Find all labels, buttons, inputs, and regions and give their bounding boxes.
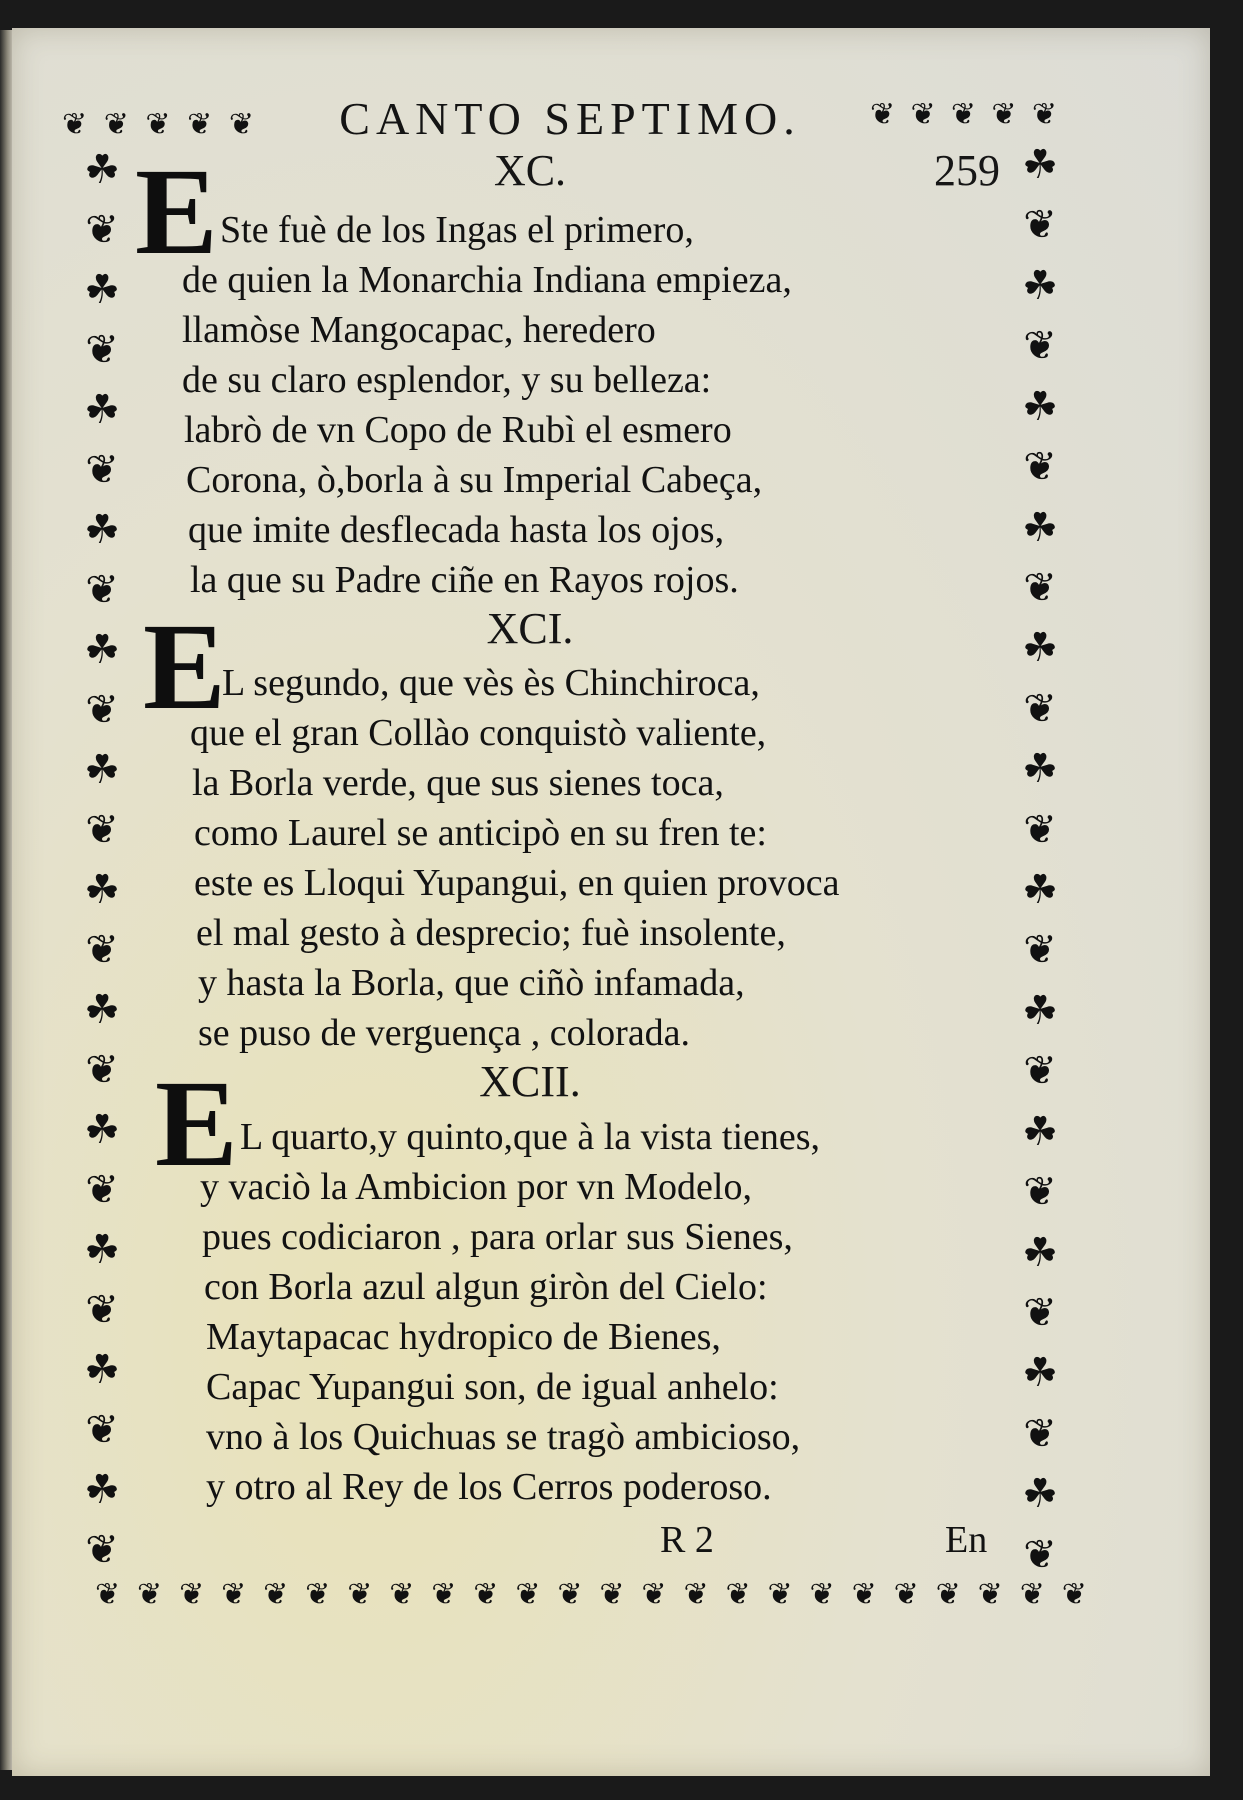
trefoil-icon: ☘	[84, 1347, 120, 1393]
trefoil-icon: ☘	[84, 1227, 120, 1273]
fleuron-icon: ❦	[431, 1577, 455, 1612]
fleuron-icon: ❦	[767, 1577, 791, 1612]
fleuron-icon: ❦	[85, 1047, 119, 1093]
fleuron-icon: ❦	[1023, 323, 1057, 370]
verse-line: Capac Yupangui son, de igual anhelo:	[206, 1366, 779, 1408]
fleuron-icon: ❦	[851, 1577, 875, 1612]
fleuron-icon: ❦	[85, 927, 119, 973]
fleuron-icon: ❦	[347, 1577, 371, 1612]
fleuron-icon: ❦	[977, 1577, 1001, 1612]
signature-mark: R 2	[660, 1519, 714, 1561]
verse-line: Ste fuè de los Ingas el primero,	[220, 209, 694, 251]
fleuron-icon: ❦	[1061, 1577, 1085, 1612]
fleuron-icon: ❦	[305, 1577, 329, 1612]
verse-line: de quien la Monarchia Indiana empieza,	[182, 259, 792, 301]
verse-line: y otro al Rey de los Cerros poderoso.	[206, 1466, 772, 1508]
trefoil-icon: ☘	[1022, 987, 1058, 1034]
ornamental-border-top-right	[870, 90, 1055, 140]
fleuron-icon: ❦	[910, 97, 934, 132]
trefoil-icon: ☘	[84, 627, 120, 673]
verse-line: y vaciò la Ambicion por vn Modelo,	[200, 1166, 752, 1208]
trefoil-icon: ☘	[84, 387, 120, 433]
fleuron-icon: ❦	[85, 327, 119, 373]
trefoil-icon: ☘	[1022, 145, 1058, 188]
trefoil-icon: ☘	[84, 150, 120, 193]
trefoil-icon: ☘	[84, 747, 120, 793]
fleuron-icon: ❦	[809, 1577, 833, 1612]
fleuron-icon: ❦	[145, 107, 169, 142]
verse-line: la Borla verde, que sus sienes toca,	[192, 762, 724, 804]
stanza-numeral: XCII.	[479, 1057, 581, 1106]
fleuron-icon: ❦	[641, 1577, 665, 1612]
verse-line: el mal gesto à desprecio; fuè insolente,	[196, 912, 786, 954]
verse-line: y hasta la Borla, que ciñò infamada,	[198, 962, 745, 1004]
fleuron-icon: ❦	[1023, 685, 1057, 732]
fleuron-icon: ❦	[85, 687, 119, 733]
trefoil-icon: ☘	[1022, 262, 1058, 309]
fleuron-icon: ❦	[389, 1577, 413, 1612]
verse-line: Maytapacac hydropico de Bienes,	[206, 1316, 721, 1358]
verse-line: L quarto,y quinto,que à la vista tienes,	[240, 1116, 821, 1158]
catchword: En	[945, 1519, 988, 1561]
fleuron-icon: ❦	[187, 107, 211, 142]
fleuron-icon: ❦	[95, 1577, 119, 1612]
fleuron-icon: ❦	[870, 97, 894, 132]
fleuron-icon: ❦	[1023, 564, 1057, 611]
fleuron-icon: ❦	[62, 107, 86, 142]
ornamental-border-right	[1010, 145, 1070, 1575]
trefoil-icon: ☘	[84, 987, 120, 1033]
fleuron-icon: ❦	[935, 1577, 959, 1612]
verse-line: como Laurel se anticipò en su fren te:	[194, 812, 767, 854]
stanza-numeral: XCI.	[486, 604, 574, 653]
fleuron-icon: ❦	[1023, 1048, 1057, 1095]
verse-line: llamòse Mangocapac, heredero	[182, 309, 656, 351]
fleuron-icon: ❦	[683, 1577, 707, 1612]
verse-line: Corona, ò,borla à su Imperial Cabeça,	[186, 459, 763, 501]
fleuron-icon: ❦	[515, 1577, 539, 1612]
verse-line: con Borla azul algun giròn del Cielo:	[204, 1266, 768, 1308]
fleuron-icon: ❦	[1023, 927, 1057, 974]
drop-cap-initial: E	[135, 143, 218, 280]
trefoil-icon: ☘	[84, 507, 120, 553]
verse-line: se puso de verguença , colorada.	[198, 1012, 691, 1054]
running-title: CANTO SEPTIMO.	[339, 93, 801, 144]
fleuron-icon: ❦	[1023, 1410, 1057, 1457]
verse-line: que imite desflecada hasta los ojos,	[188, 509, 725, 551]
fleuron-icon: ❦	[179, 1577, 203, 1612]
fleuron-icon: ❦	[991, 97, 1015, 132]
trefoil-icon: ☘	[1022, 625, 1058, 672]
fleuron-icon: ❦	[1023, 444, 1057, 491]
trefoil-icon: ☘	[1022, 746, 1058, 793]
fleuron-icon: ❦	[1023, 1169, 1057, 1216]
trefoil-icon: ☘	[1022, 504, 1058, 551]
fleuron-icon: ❦	[1023, 202, 1057, 249]
fleuron-icon: ❦	[725, 1577, 749, 1612]
fleuron-icon: ❦	[85, 807, 119, 853]
ornamental-border-left	[72, 150, 132, 1570]
verse-line: vno à los Quichuas se tragò ambicioso,	[206, 1416, 801, 1458]
fleuron-icon: ❦	[85, 567, 119, 613]
fleuron-icon: ❦	[1023, 1531, 1057, 1575]
fleuron-icon: ❦	[228, 107, 252, 142]
fleuron-icon: ❦	[263, 1577, 287, 1612]
fleuron-icon: ❦	[1019, 1577, 1043, 1612]
fleuron-icon: ❦	[85, 1287, 119, 1333]
fleuron-icon: ❦	[85, 447, 119, 493]
trefoil-icon: ☘	[1022, 1229, 1058, 1276]
drop-cap-initial: E	[155, 1055, 238, 1192]
fleuron-icon: ❦	[1031, 97, 1055, 132]
trefoil-icon: ☘	[1022, 1108, 1058, 1155]
verse-line: que el gran Collào conquistò valiente,	[190, 712, 767, 754]
trefoil-icon: ☘	[84, 267, 120, 313]
fleuron-icon: ❦	[85, 1167, 119, 1213]
fleuron-icon: ❦	[473, 1577, 497, 1612]
verse-line: la que su Padre ciñe en Rayos rojos.	[190, 559, 739, 601]
trefoil-icon: ☘	[84, 867, 120, 913]
fleuron-icon: ❦	[221, 1577, 245, 1612]
fleuron-icon: ❦	[1023, 806, 1057, 853]
ornamental-border-bottom	[95, 1568, 1085, 1622]
trefoil-icon: ☘	[1022, 867, 1058, 914]
page-number: 259	[934, 146, 1000, 195]
adjacent-page-edge	[0, 30, 12, 1770]
fleuron-icon: ❦	[85, 1407, 119, 1453]
verse-line: L segundo, que vès ès Chinchiroca,	[222, 662, 760, 704]
verse-line: este es Lloqui Yupangui, en quien provoca	[194, 862, 840, 904]
fleuron-icon: ❦	[557, 1577, 581, 1612]
verse-line: de su claro esplendor, y su belleza:	[182, 359, 712, 401]
trefoil-icon: ☘	[84, 1107, 120, 1153]
fleuron-icon: ❦	[893, 1577, 917, 1612]
drop-cap-initial: E	[143, 598, 226, 735]
fleuron-icon: ❦	[137, 1577, 161, 1612]
fleuron-icon: ❦	[103, 107, 127, 142]
verse-line: labrò de vn Copo de Rubì el esmero	[184, 409, 732, 451]
trefoil-icon: ☘	[1022, 1471, 1058, 1518]
stanza-numeral: XC.	[493, 146, 567, 195]
fleuron-icon: ❦	[85, 1527, 119, 1570]
fleuron-icon: ❦	[599, 1577, 623, 1612]
fleuron-icon: ❦	[1023, 1290, 1057, 1337]
fleuron-icon: ❦	[950, 97, 975, 132]
trefoil-icon: ☘	[84, 1467, 120, 1513]
verse-line: pues codiciaron , para orlar sus Sienes,	[202, 1216, 793, 1258]
trefoil-icon: ☘	[1022, 383, 1058, 430]
fleuron-icon: ❦	[85, 207, 119, 253]
trefoil-icon: ☘	[1022, 1350, 1058, 1397]
